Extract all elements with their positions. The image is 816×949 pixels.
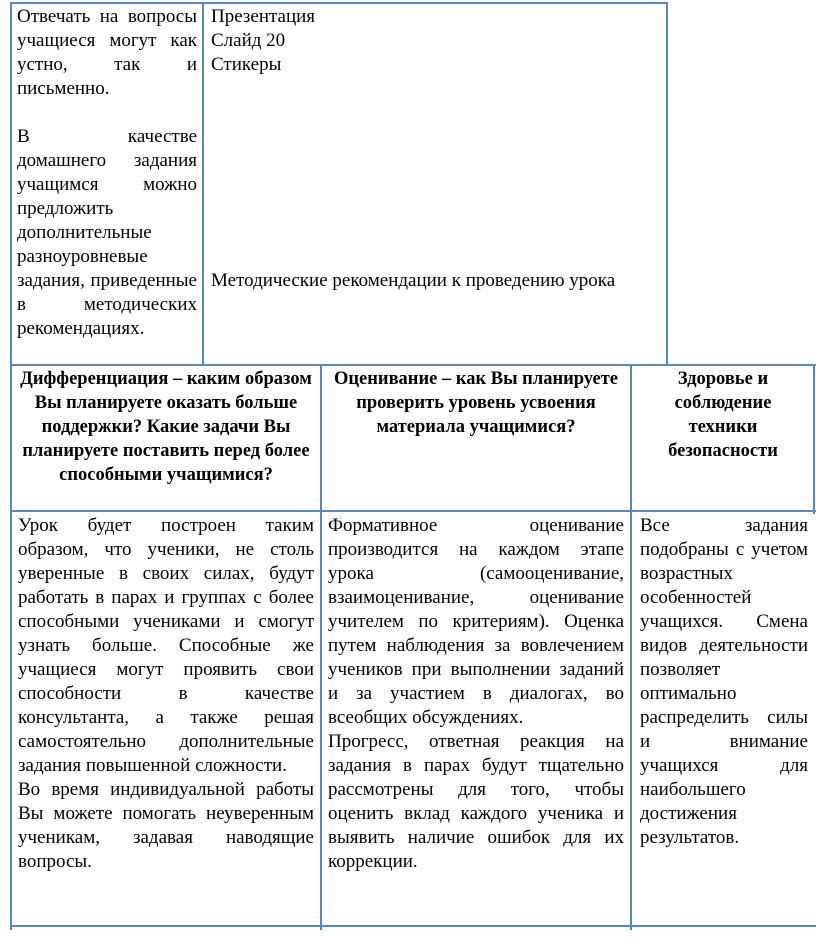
answer-mode-text: Отвечать на вопросы учащиеся могут как устно, так и письменно. (17, 6, 197, 99)
header-differentiation (18, 367, 314, 509)
border-col1 (320, 364, 322, 930)
header-assessment (328, 367, 624, 509)
border-bottom (10, 925, 816, 927)
resource-slide: Слайд 20 (211, 30, 286, 51)
homework-text: В качестве домашнего задания учащимся можно предложить дополнительные разноуровневые задания, приведенные в методических рекомендациях. (17, 126, 197, 339)
differentiation-text-1: Урок будет построен таким образом, что ученики, не столь уверенные в своих силах, будут работать в парах и группах с более способными учениками и смогут узнать больше. Способные же учащиеся могут проявить свои способности в качестве консультанта, а также решая самостоятельно дополнительные задания повышенной сложности. (18, 515, 314, 776)
differentiation-text-2: Во время индивидуальной работы Вы можете помогать неуверенным ученикам, задавая наводящие вопросы. (18, 779, 314, 872)
header-differentiation-text: Дифференциация – каким образом Вы планируете оказать больше поддержки? Какие задачи Вы планируете поставить перед более способными учащимися? (20, 369, 312, 485)
header-health (636, 367, 810, 509)
border-right (813, 364, 815, 514)
border-row2 (10, 510, 816, 512)
assessment-text-2: Прогресс, ответная реакция на задания в парах будут тщательно рассмотрены для того, чтобы оценить вклад каждого ученика и выявить наличие ошибок для их коррекции. (328, 731, 624, 872)
header-assessment-text: Оценивание – как Вы планируете проверить уровень усвоения материала учащимися? (333, 369, 618, 437)
assessment-text-1: Формативное оценивание производится на каждом этапе урока (самооценивание, взаимоценивание, оценивание учителем по критериям). Оценка путем наблюдения за вовлечением учеников при выполнении заданий и за участием в диалогах, во всеобщих обсуждениях. (328, 515, 624, 728)
health-cell (640, 514, 808, 924)
resources-cell (211, 5, 661, 363)
border-top-mid (202, 2, 204, 366)
assessment-cell (328, 514, 624, 924)
guidelines-text: Методические рекомендации к проведению урока (211, 270, 616, 291)
border-col2 (630, 364, 632, 930)
header-health-text: Здоровье и соблюдение техники безопасности (668, 369, 778, 461)
differentiation-cell (18, 514, 314, 924)
border-top-left (10, 2, 12, 366)
border-left (10, 364, 12, 930)
health-text: Все задания подобраны с учетом возрастных особенностей учащихся. Смена видов деятельности позволяет оптимально распределить силы и внимание учащихся для наибольшего достижения результатов. (640, 515, 808, 848)
homework-cell (17, 5, 197, 363)
resource-presentation: Презентация (211, 6, 316, 27)
border-top (10, 2, 668, 4)
border-row1 (10, 364, 816, 366)
resource-stickers: Стикеры (211, 54, 282, 75)
border-top-right (666, 2, 668, 366)
